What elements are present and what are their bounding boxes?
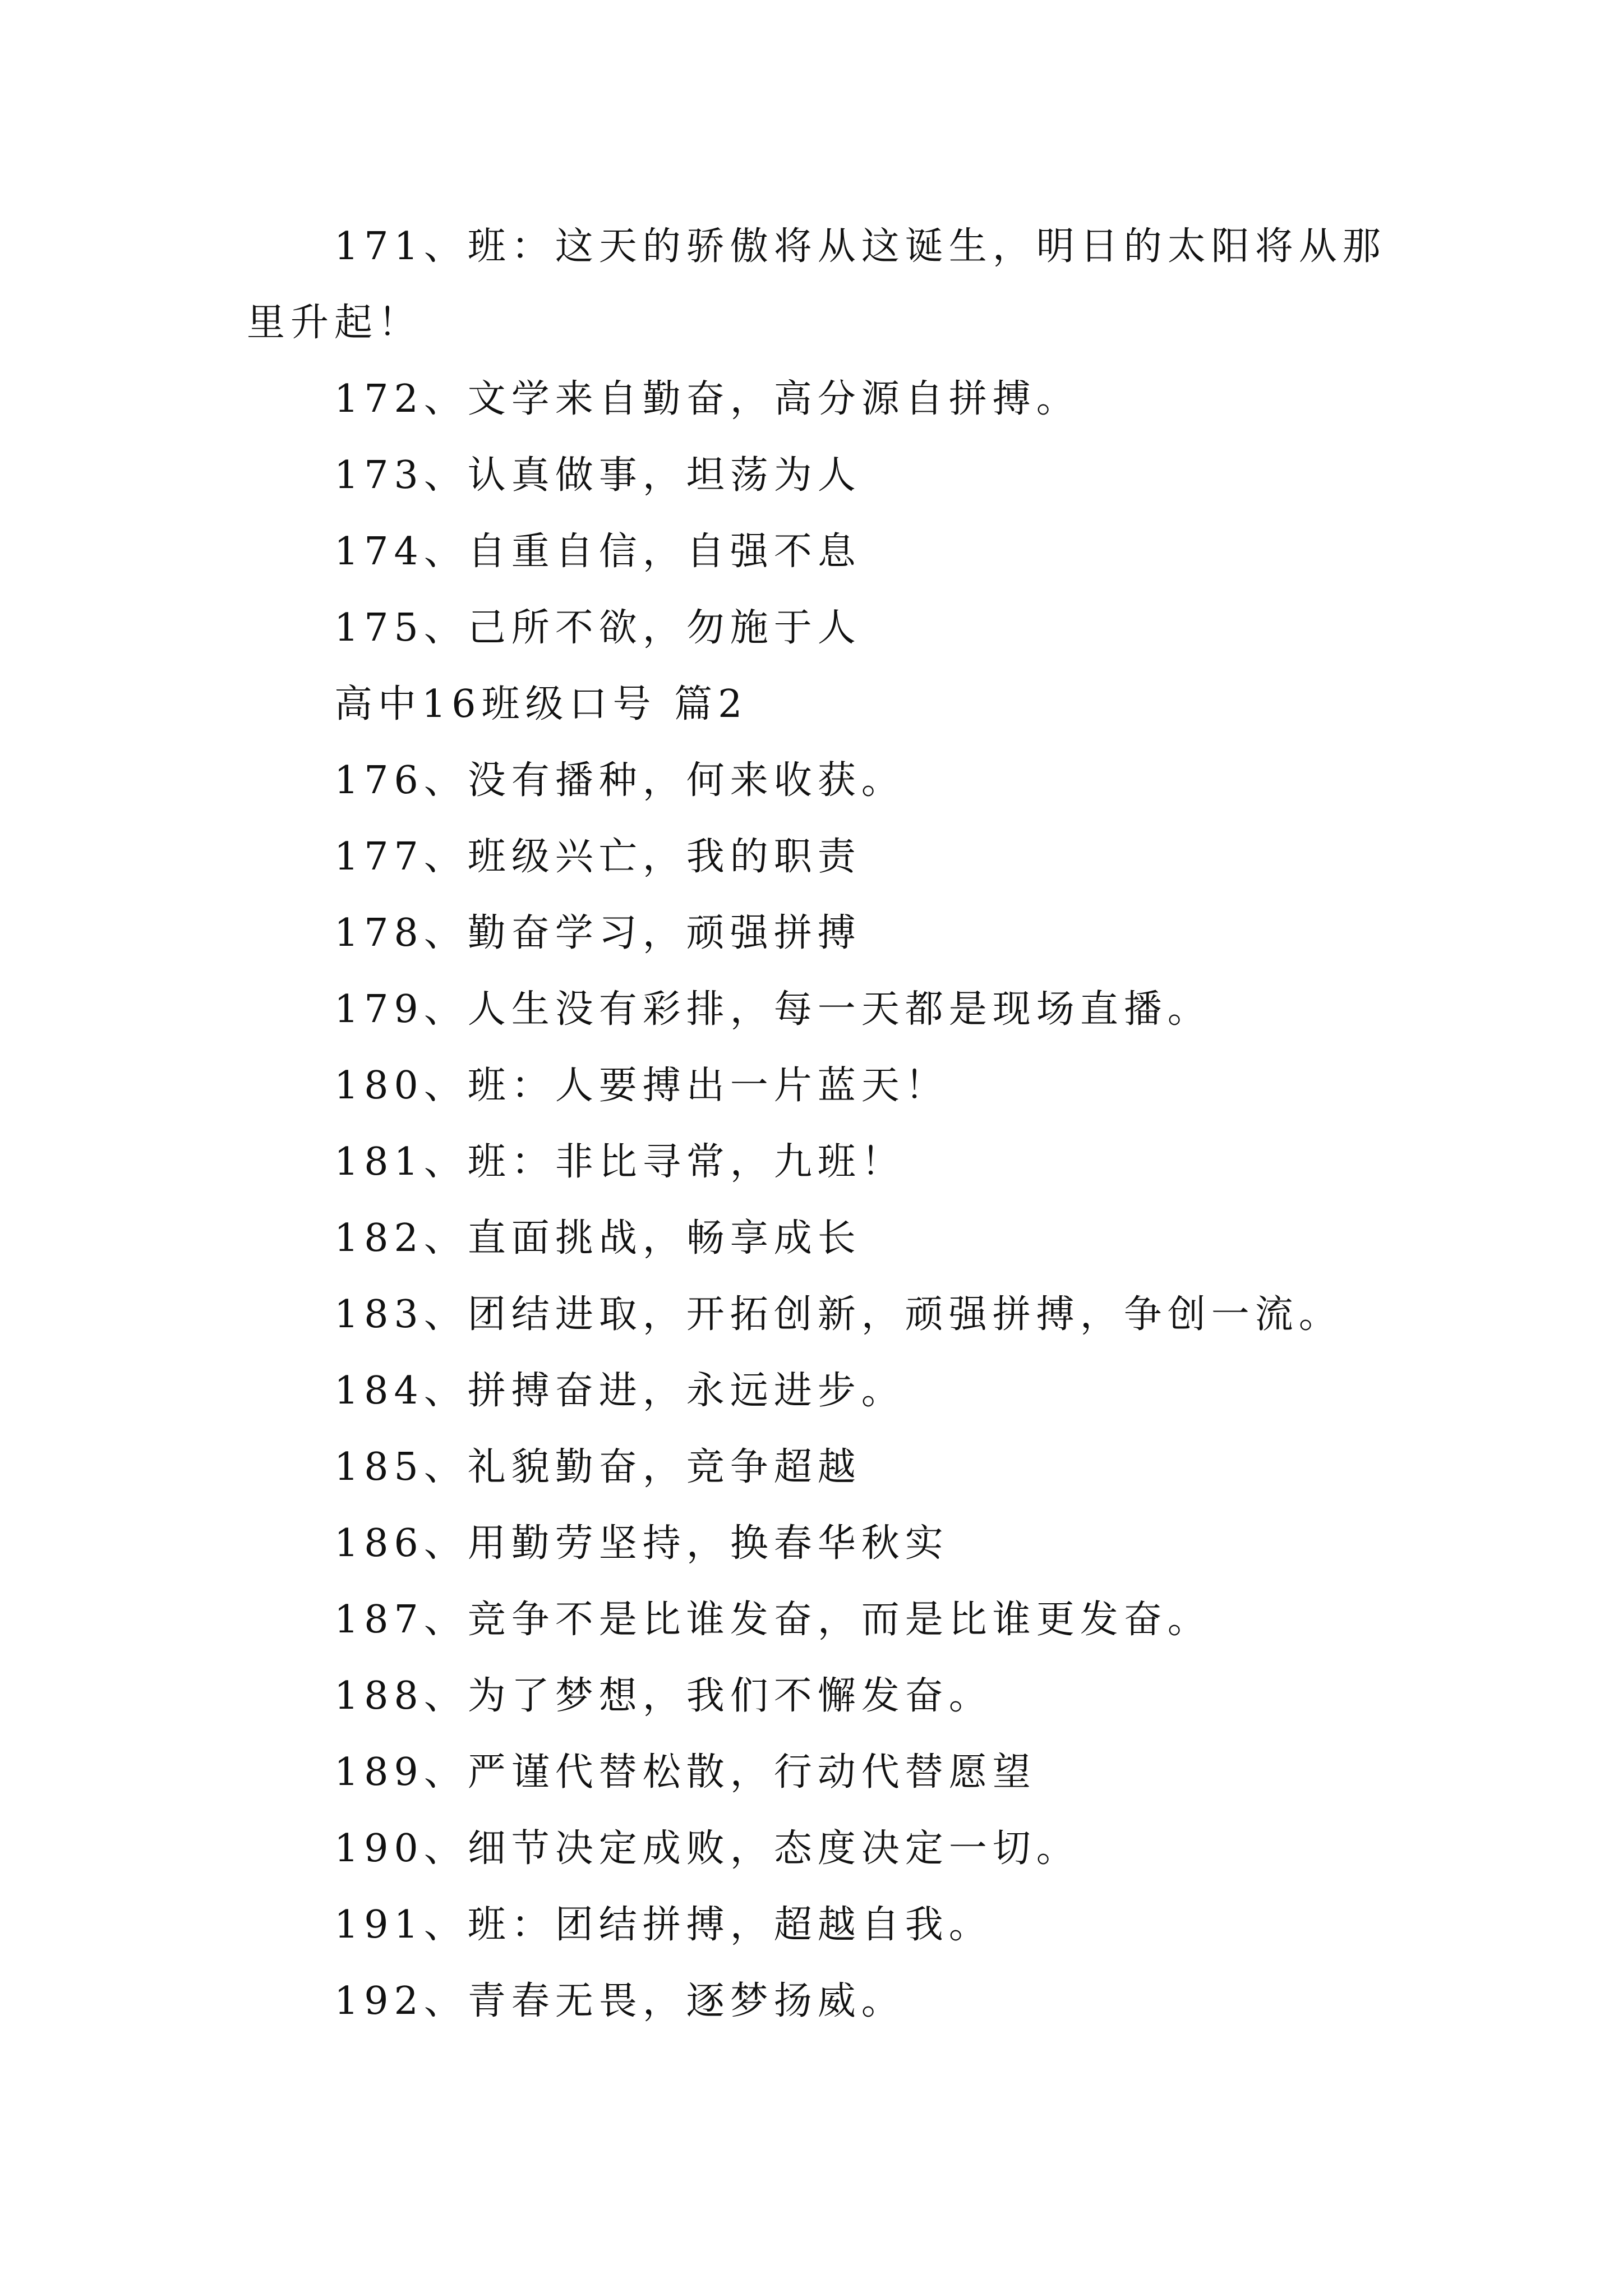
paragraph-178: 178、勤奋学习，顽强拼搏 <box>334 911 861 955</box>
paragraph-191: 191、班：团结拼搏，超越自我。 <box>334 1903 993 1947</box>
paragraph-181: 181、班：非比寻常，九班！ <box>334 1140 905 1184</box>
paragraph-189: 189、严谨代替松散，行动代替愿望 <box>334 1750 1036 1795</box>
section-heading: 高中16班级口号 篇2 <box>334 682 748 726</box>
document-body <box>247 209 1391 2040</box>
paragraph-177: 177、班级兴亡，我的职责 <box>334 835 861 879</box>
paragraph-192: 192、青春无畏，逐梦扬威。 <box>334 1979 905 2023</box>
paragraph-179: 179、人生没有彩排，每一天都是现场直播。 <box>334 987 1211 1032</box>
paragraph-187: 187、竞争不是比谁发奋，而是比谁更发奋。 <box>334 1598 1211 1642</box>
paragraph-188: 188、为了梦想，我们不懈发奋。 <box>334 1674 993 1718</box>
paragraph-174: 174、自重自信，自强不息 <box>334 530 861 574</box>
paragraph-185: 185、礼貌勤奋，竞争超越 <box>334 1445 861 1489</box>
paragraph-176: 176、没有播种，何来收获。 <box>334 758 905 803</box>
paragraph-184: 184、拼搏奋进，永远进步。 <box>334 1369 905 1413</box>
paragraph-182: 182、直面挑战，畅享成长 <box>334 1216 861 1260</box>
paragraph-190: 190、细节决定成败，态度决定一切。 <box>334 1826 1080 1871</box>
paragraph-173: 173、认真做事，坦荡为人 <box>334 453 861 498</box>
paragraph-183: 183、团结进取，开拓创新，顽强拼搏，争创一流。 <box>334 1292 1343 1337</box>
paragraph-171: 171、班：这天的骄傲将从这诞生，明日的太阳将从那里升起！ <box>247 224 1386 345</box>
paragraph-175: 175、己所不欲，勿施于人 <box>334 606 861 650</box>
paragraph-186: 186、用勤劳坚持，换春华秋实 <box>334 1521 949 1566</box>
paragraph-180: 180、班：人要搏出一片蓝天！ <box>334 1064 949 1108</box>
paragraph-172: 172、文学来自勤奋，高分源自拼搏。 <box>334 377 1080 421</box>
